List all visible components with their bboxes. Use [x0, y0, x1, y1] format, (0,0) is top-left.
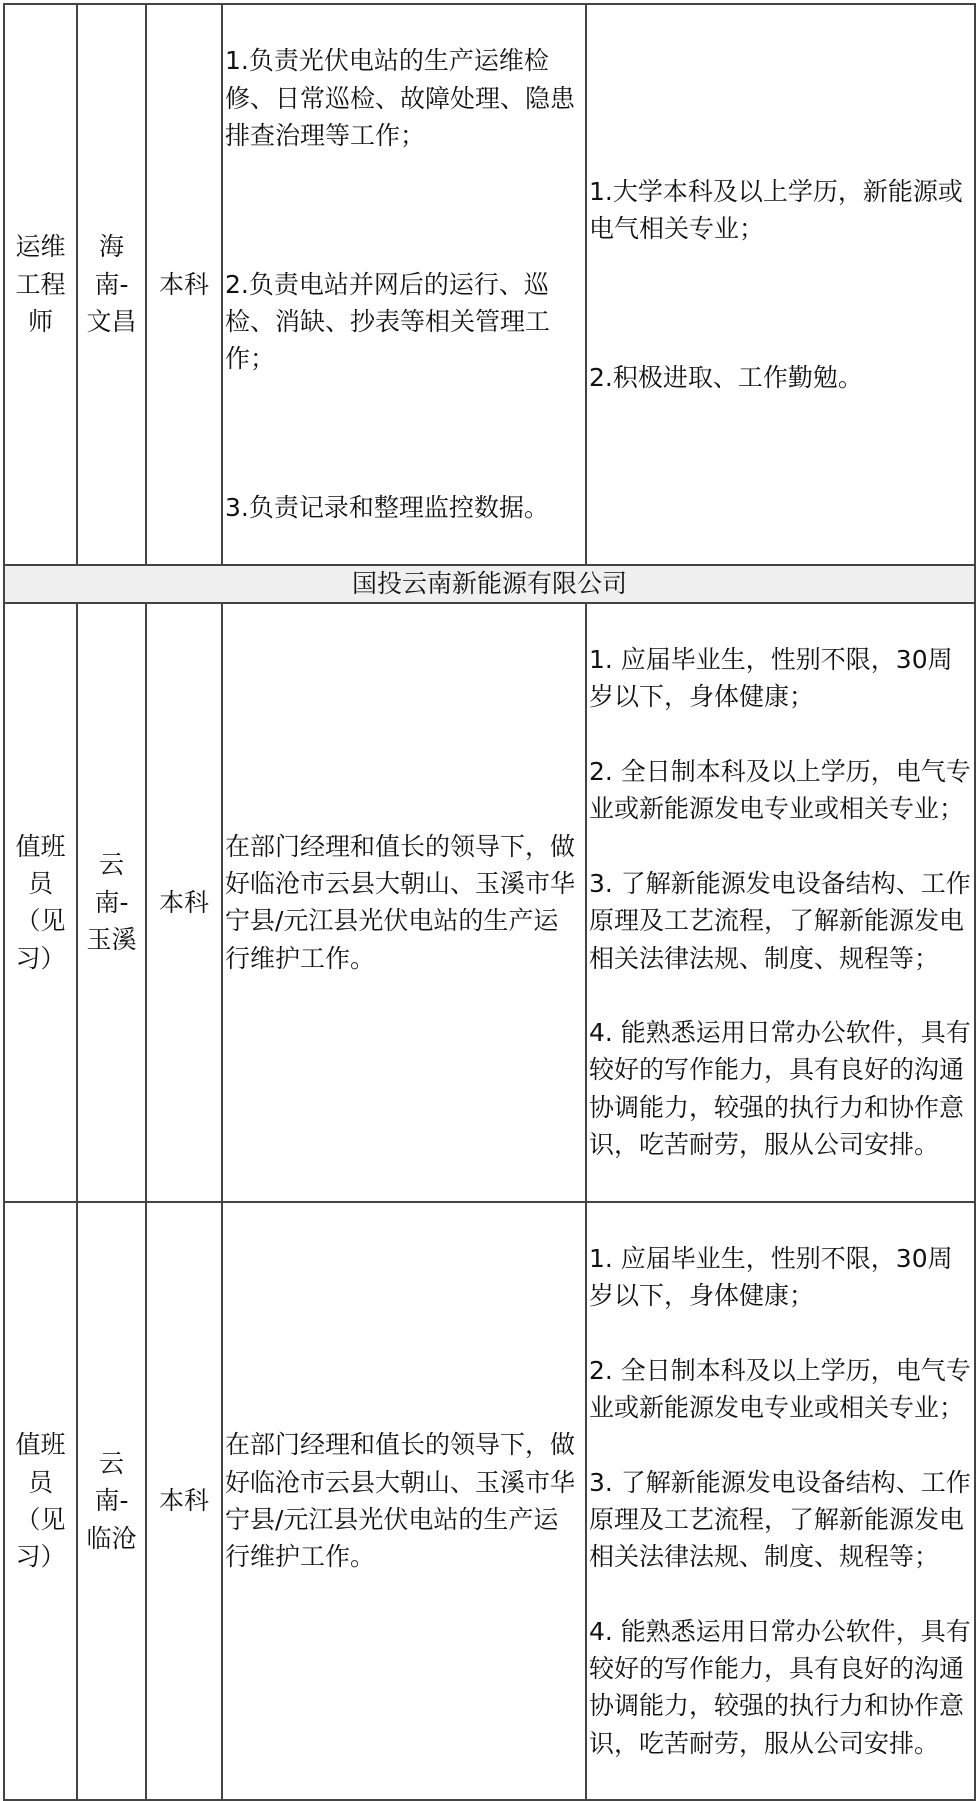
duty-item: 3.负责记录和整理监控数据。	[225, 493, 549, 523]
requirement-item: 2.积极进取、工作勤勉。	[589, 362, 863, 392]
location-cell: 云南-临沧	[77, 1202, 146, 1801]
table-row	[4, 603, 975, 1202]
requirements-cell	[586, 603, 975, 1202]
position-cell: 运维工程师	[4, 4, 77, 565]
duties-cell	[222, 4, 586, 565]
requirement-item: 2. 全日制本科及以上学历，电气专业或新能源发电专业或相关专业；	[589, 757, 971, 824]
duty-item: 2.负责电站并网后的运行、巡检、消缺、抄表等相关管理工作；	[225, 269, 551, 374]
position-cell: 值班员（见习）	[4, 603, 77, 1202]
requirement-item: 4. 能熟悉运用日常办公软件，具有较好的写作能力，具有良好的沟通协调能力，较强的执行力和协作意识，吃苦耐劳，服从公司安排。	[589, 1616, 971, 1758]
requirements-cell	[586, 1202, 975, 1801]
duties-cell: 在部门经理和值长的领导下，做好临沧市云县大朝山、玉溪市华宁县/元江县光伏电站的生产运行维护工作。	[222, 1202, 586, 1801]
section-header-row	[4, 565, 975, 603]
table-row	[4, 1202, 975, 1801]
requirement-item: 3. 了解新能源发电设备结构、工作原理及工艺流程，了解新能源发电相关法律法规、制度、规程等；	[589, 1467, 971, 1572]
position-cell: 值班员（见习）	[4, 1202, 77, 1801]
requirement-item: 1.大学本科及以上学历，新能源或电气相关专业；	[589, 176, 963, 243]
requirement-item: 1. 应届毕业生，性别不限，30周岁以下，身体健康；	[589, 1243, 953, 1311]
location-cell: 云南-玉溪	[77, 603, 146, 1202]
requirement-item: 2. 全日制本科及以上学历，电气专业或新能源发电专业或相关专业；	[589, 1355, 971, 1423]
duty-item: 1.负责光伏电站的生产运维检修、日常巡检、故障处理、隐患排查治理等工作；	[225, 46, 576, 150]
duties-cell: 在部门经理和值长的领导下，做好临沧市云县大朝山、玉溪市华宁县/元江县光伏电站的生产运行维护工作。	[222, 603, 586, 1202]
education-cell: 本科	[146, 603, 222, 1202]
table-row	[4, 4, 975, 565]
company-section-header: 国投云南新能源有限公司	[4, 565, 975, 603]
requirement-item: 4. 能熟悉运用日常办公软件，具有较好的写作能力，具有良好的沟通协调能力，较强的执行力和协作意识，吃苦耐劳，服从公司安排。	[589, 1018, 971, 1160]
location-cell: 海南-文昌	[77, 4, 146, 565]
requirements-cell	[586, 4, 975, 565]
job-listing-table	[3, 3, 976, 1801]
requirement-item: 1. 应届毕业生，性别不限，30周岁以下，身体健康；	[589, 645, 953, 712]
education-cell: 本科	[146, 1202, 222, 1801]
requirement-item: 3. 了解新能源发电设备结构、工作原理及工艺流程，了解新能源发电相关法律法规、制度、规程等；	[589, 868, 971, 973]
education-cell: 本科	[146, 4, 222, 565]
